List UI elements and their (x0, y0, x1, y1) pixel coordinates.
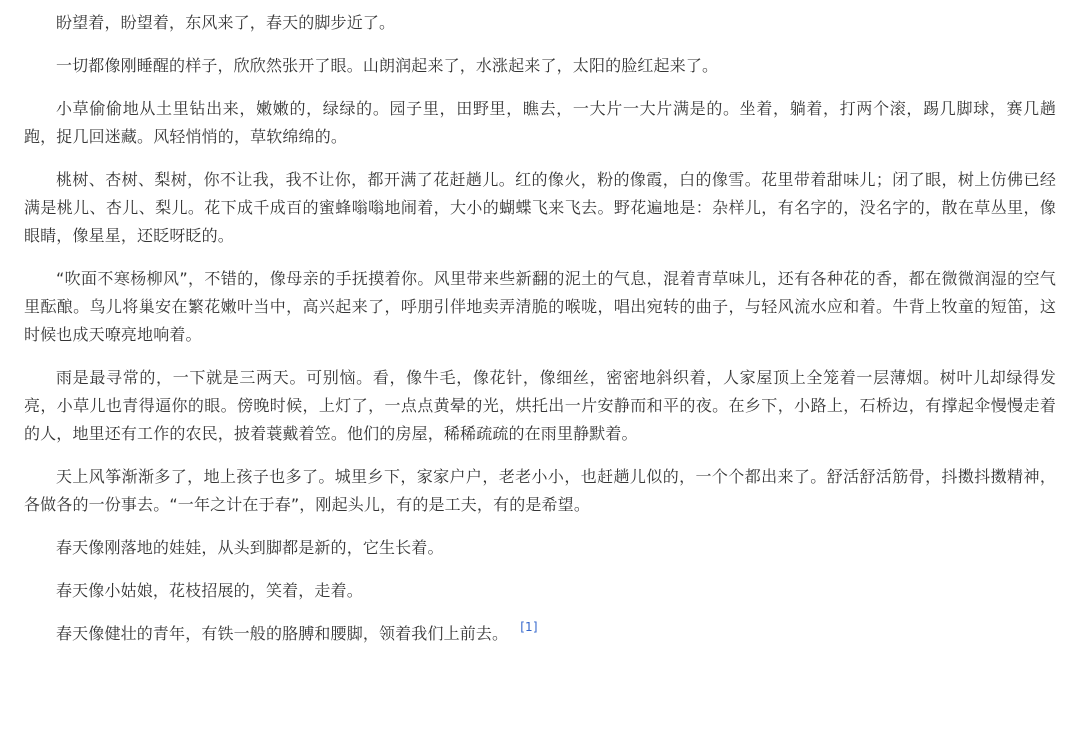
paragraph-10 (24, 620, 1056, 648)
paragraph-9: 春天像小姑娘，花枝招展的，笑着，走着。 (56, 581, 363, 600)
paragraph-10-text: 春天像健壮的青年，有铁一般的胳膊和腰脚，领着我们上前去。 (56, 624, 509, 643)
paragraph-5: “吹面不寒杨柳风”，不错的，像母亲的手抚摸着你。风里带来些新翻的泥土的气息，混着青草味儿，还有各种花的香，都在微微润湿的空气里酝酿。鸟儿将巢安在繁花嫩叶当中，高兴起来了，呼朋引伴地卖弄清脆的喉咙，唱出宛转的曲子，与轻风流水应和着。牛背上牧童的短笛，这时候也成天嘹亮地响着。 (24, 269, 1056, 344)
paragraph-6: 雨是最寻常的，一下就是三两天。可别恼。看，像牛毛，像花针，像细丝，密密地斜织着，人家屋顶上全笼着一层薄烟。树叶儿却绿得发亮，小草儿也青得逼你的眼。傍晚时候，上灯了，一点点黄晕的光，烘托出一片安静而和平的夜。在乡下，小路上，石桥边，有撑起伞慢慢走着的人，地里还有工作的农民，披着蓑戴着笠。他们的房屋，稀稀疏疏的在雨里静默着。 (24, 368, 1056, 443)
paragraph-7: 天上风筝渐渐多了，地上孩子也多了。城里乡下，家家户户，老老小小，也赶趟儿似的，一个个都出来了。舒活舒活筋骨，抖擞抖擞精神，各做各的一份事去。“一年之计在于春”，刚起头儿，有的是工夫，有的是希望。 (24, 467, 1056, 514)
paragraph-2: 一切都像刚睡醒的样子，欣欣然张开了眼。山朗润起来了，水涨起来了，太阳的脸红起来了。 (56, 56, 719, 75)
paragraph-1: 盼望着，盼望着，东风来了，春天的脚步近了。 (56, 13, 396, 32)
reference-link[interactable]: [1] (520, 620, 538, 634)
paragraph-3: 小草偷偷地从土里钻出来，嫩嫩的，绿绿的。园子里，田野里，瞧去，一大片一大片满是的。坐着，躺着，打两个滚，踢几脚球，赛几趟跑，捉几回迷藏。风轻悄悄的，草软绵绵的。 (24, 99, 1056, 146)
paragraph-4: 桃树、杏树、梨树，你不让我，我不让你，都开满了花赶趟儿。红的像火，粉的像霞，白的像雪。花里带着甜味儿；闭了眼，树上仿佛已经满是桃儿、杏儿、梨儿。花下成千成百的蜜蜂嗡嗡地闹着，大小的蝴蝶飞来飞去。野花遍地是：杂样儿，有名字的，没名字的，散在草丛里，像眼睛，像星星，还眨呀眨的。 (24, 170, 1056, 245)
paragraph-8: 春天像刚落地的娃娃，从头到脚都是新的，它生长着。 (56, 538, 444, 557)
